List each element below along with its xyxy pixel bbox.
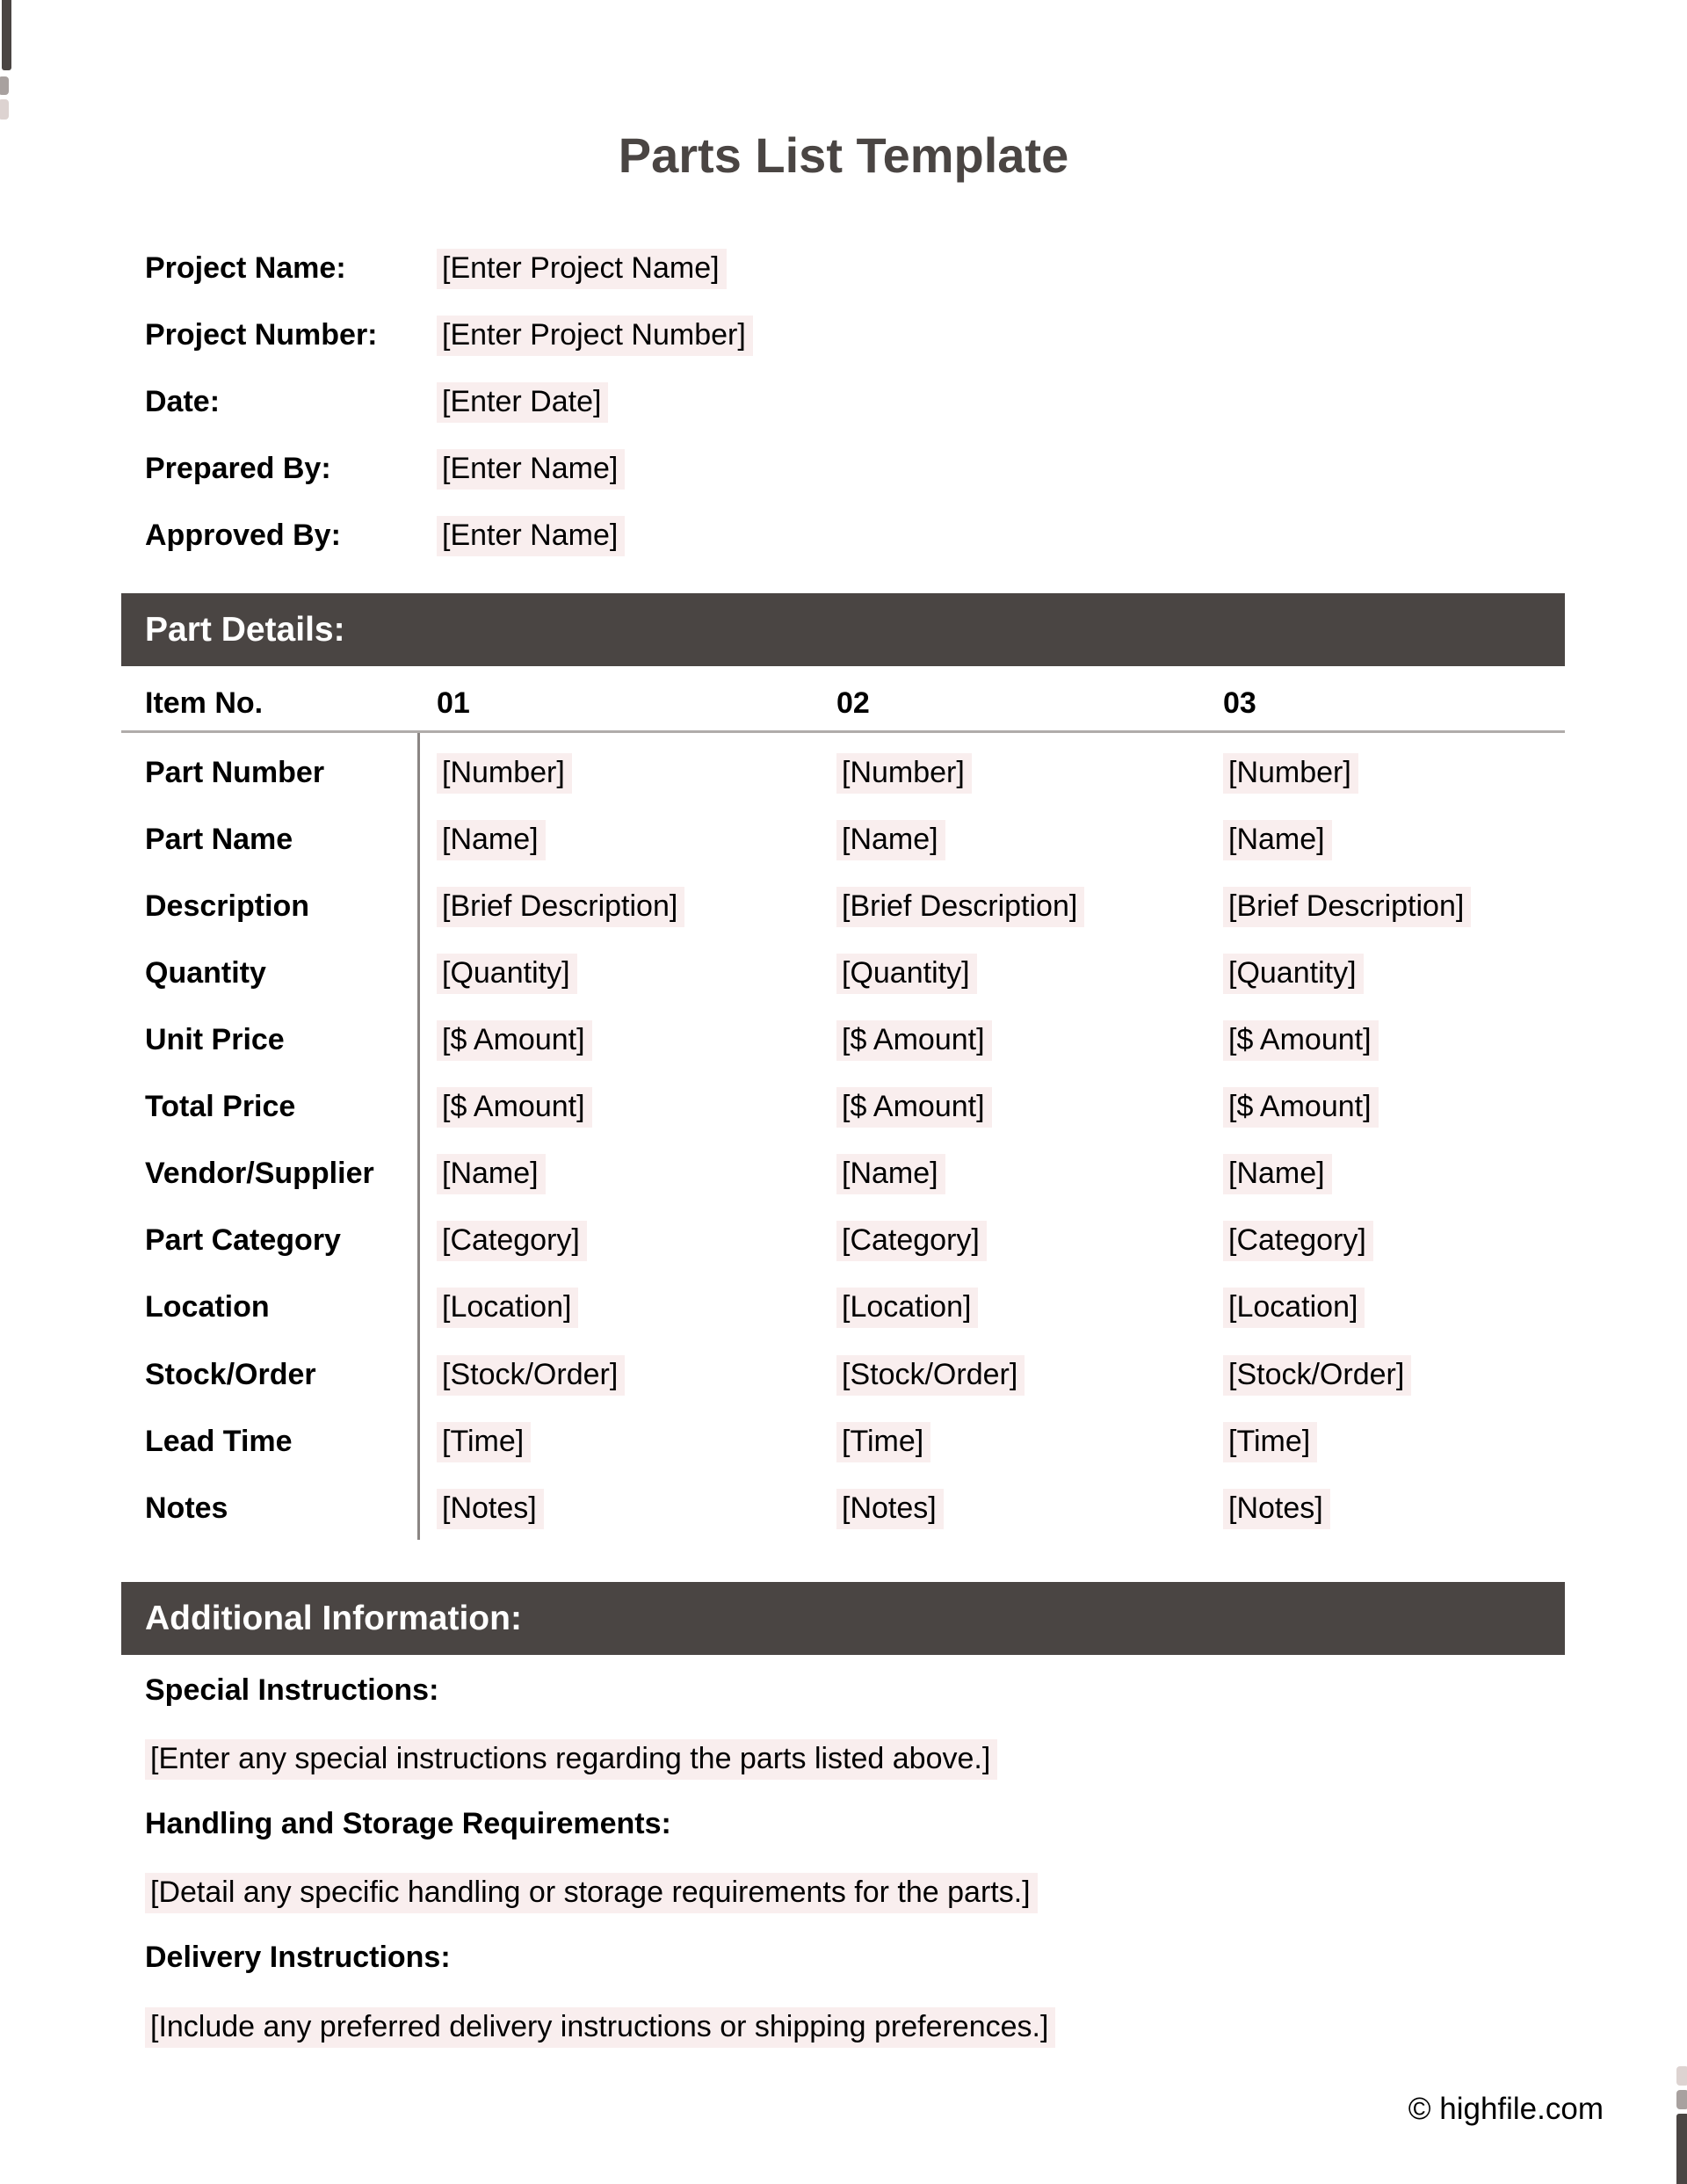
field-row-project-number (0, 315, 1687, 355)
column-header-03: 03 (1223, 686, 1256, 720)
table-header-row (0, 683, 1687, 723)
row-label: Lead Time (145, 1425, 293, 1458)
cell-placeholder[interactable]: [Name] (437, 1154, 546, 1194)
cell-placeholder[interactable]: [Location] (1223, 1288, 1365, 1328)
section-heading: Part Details: (145, 610, 345, 649)
corner-accent-square-light-bottom-right (1676, 2066, 1687, 2086)
field-row-approved-by (0, 515, 1687, 555)
row-label: Description (145, 889, 310, 923)
row-label: Part Name (145, 823, 293, 856)
subsection-label: Special Instructions: (145, 1673, 439, 1707)
field-value-placeholder[interactable]: [Enter Name] (437, 516, 625, 556)
field-value-placeholder[interactable]: [Enter Project Number] (437, 316, 753, 356)
paragraph-placeholder[interactable]: [Enter any special instructions regarding the parts listed above.] (145, 1739, 997, 1780)
row-label: Vendor/Supplier (145, 1157, 374, 1190)
table-row-location (0, 1287, 1687, 1327)
cell-placeholder[interactable]: [Brief Description] (1223, 887, 1471, 927)
cell-placeholder[interactable]: [Location] (437, 1288, 578, 1328)
row-label: Part Category (145, 1223, 341, 1257)
cell-placeholder[interactable]: [Time] (836, 1422, 930, 1462)
cell-placeholder[interactable]: [Quantity] (437, 954, 577, 994)
cell-placeholder[interactable]: [Time] (437, 1422, 531, 1462)
corner-accent-square-light-top-left (0, 99, 9, 120)
cell-placeholder[interactable]: [Location] (836, 1288, 978, 1328)
special-instructions-label-row (0, 1670, 1687, 1710)
table-row-part-number (0, 752, 1687, 793)
handling-storage-label-row (0, 1803, 1687, 1844)
row-label: Notes (145, 1491, 228, 1525)
cell-placeholder[interactable]: [Number] (1223, 753, 1358, 794)
table-row-quantity (0, 953, 1687, 993)
cell-placeholder[interactable]: [Stock/Order] (437, 1355, 625, 1396)
cell-placeholder[interactable]: [Stock/Order] (1223, 1355, 1411, 1396)
delivery-instructions-label-row (0, 1937, 1687, 1977)
table-row-notes (0, 1488, 1687, 1528)
cell-placeholder[interactable]: [Stock/Order] (836, 1355, 1025, 1396)
field-label: Approved By: (145, 519, 341, 552)
table-row-description (0, 886, 1687, 926)
cell-placeholder[interactable]: [Name] (437, 820, 546, 860)
table-row-unit-price (0, 1019, 1687, 1060)
row-label: Location (145, 1290, 270, 1324)
cell-placeholder[interactable]: [Category] (1223, 1221, 1373, 1261)
table-row-vendor-supplier (0, 1153, 1687, 1194)
cell-placeholder[interactable]: [$ Amount] (437, 1020, 592, 1061)
cell-placeholder[interactable]: [Number] (836, 753, 972, 794)
field-value-placeholder[interactable]: [Enter Name] (437, 449, 625, 490)
cell-placeholder[interactable]: [Quantity] (1223, 954, 1364, 994)
paragraph-placeholder[interactable]: [Detail any specific handling or storage requirements for the parts.] (145, 1873, 1038, 1913)
handling-storage-value-row (0, 1872, 1687, 1912)
cell-placeholder[interactable]: [Name] (836, 1154, 945, 1194)
row-label: Unit Price (145, 1023, 285, 1056)
subsection-label: Handling and Storage Requirements: (145, 1807, 671, 1840)
cell-placeholder[interactable]: [Quantity] (836, 954, 977, 994)
cell-placeholder[interactable]: [$ Amount] (836, 1087, 992, 1128)
field-row-prepared-by (0, 448, 1687, 489)
cell-placeholder[interactable]: [Name] (836, 820, 945, 860)
delivery-instructions-value-row (0, 2006, 1687, 2047)
field-value-placeholder[interactable]: [Enter Project Name] (437, 249, 727, 289)
section-bar-part-details (121, 593, 1565, 666)
table-row-total-price (0, 1086, 1687, 1127)
table-row-part-category (0, 1220, 1687, 1260)
row-label: Stock/Order (145, 1358, 316, 1391)
field-label: Project Name: (145, 251, 346, 285)
row-label: Total Price (145, 1090, 296, 1123)
row-label: Quantity (145, 956, 266, 990)
column-header-02: 02 (836, 686, 870, 720)
paragraph-placeholder[interactable]: [Include any preferred delivery instructions or shipping preferences.] (145, 2007, 1055, 2048)
cell-placeholder[interactable]: [Name] (1223, 1154, 1332, 1194)
cell-placeholder[interactable]: [$ Amount] (437, 1087, 592, 1128)
cell-placeholder[interactable]: [$ Amount] (836, 1020, 992, 1061)
column-header-item-no: Item No. (145, 686, 264, 720)
column-header-01: 01 (437, 686, 470, 720)
copyright-notice: © highfile.com (1408, 2092, 1604, 2126)
section-heading: Additional Information: (145, 1599, 522, 1637)
cell-placeholder[interactable]: [Brief Description] (437, 887, 684, 927)
corner-accent-bar-top-left (2, 0, 11, 70)
cell-placeholder[interactable]: [Notes] (437, 1489, 544, 1529)
table-header-rule (121, 730, 1565, 733)
cell-placeholder[interactable]: [Notes] (836, 1489, 944, 1529)
field-row-date (0, 381, 1687, 422)
special-instructions-value-row (0, 1738, 1687, 1779)
corner-accent-bar-bottom-right (1676, 2114, 1687, 2184)
cell-placeholder[interactable]: [Number] (437, 753, 572, 794)
cell-placeholder[interactable]: [Category] (437, 1221, 587, 1261)
field-value-placeholder[interactable]: [Enter Date] (437, 382, 608, 423)
table-row-part-name (0, 819, 1687, 860)
cell-placeholder[interactable]: [Brief Description] (836, 887, 1084, 927)
cell-placeholder[interactable]: [$ Amount] (1223, 1087, 1379, 1128)
page-title: Parts List Template (618, 127, 1069, 183)
field-row-project-name (0, 248, 1687, 288)
cell-placeholder[interactable]: [$ Amount] (1223, 1020, 1379, 1061)
table-row-lead-time (0, 1421, 1687, 1462)
field-label: Prepared By: (145, 452, 331, 485)
subsection-label: Delivery Instructions: (145, 1941, 451, 1974)
row-label: Part Number (145, 756, 325, 789)
corner-accent-square-gray-top-left (0, 76, 9, 95)
cell-placeholder[interactable]: [Name] (1223, 820, 1332, 860)
cell-placeholder[interactable]: [Category] (836, 1221, 987, 1261)
corner-accent-square-gray-bottom-right (1676, 2090, 1687, 2109)
cell-placeholder[interactable]: [Time] (1223, 1422, 1317, 1462)
field-label: Date: (145, 385, 221, 418)
cell-placeholder[interactable]: [Notes] (1223, 1489, 1330, 1529)
field-label: Project Number: (145, 318, 378, 352)
table-row-stock-order (0, 1354, 1687, 1395)
section-bar-additional-information (121, 1582, 1565, 1655)
